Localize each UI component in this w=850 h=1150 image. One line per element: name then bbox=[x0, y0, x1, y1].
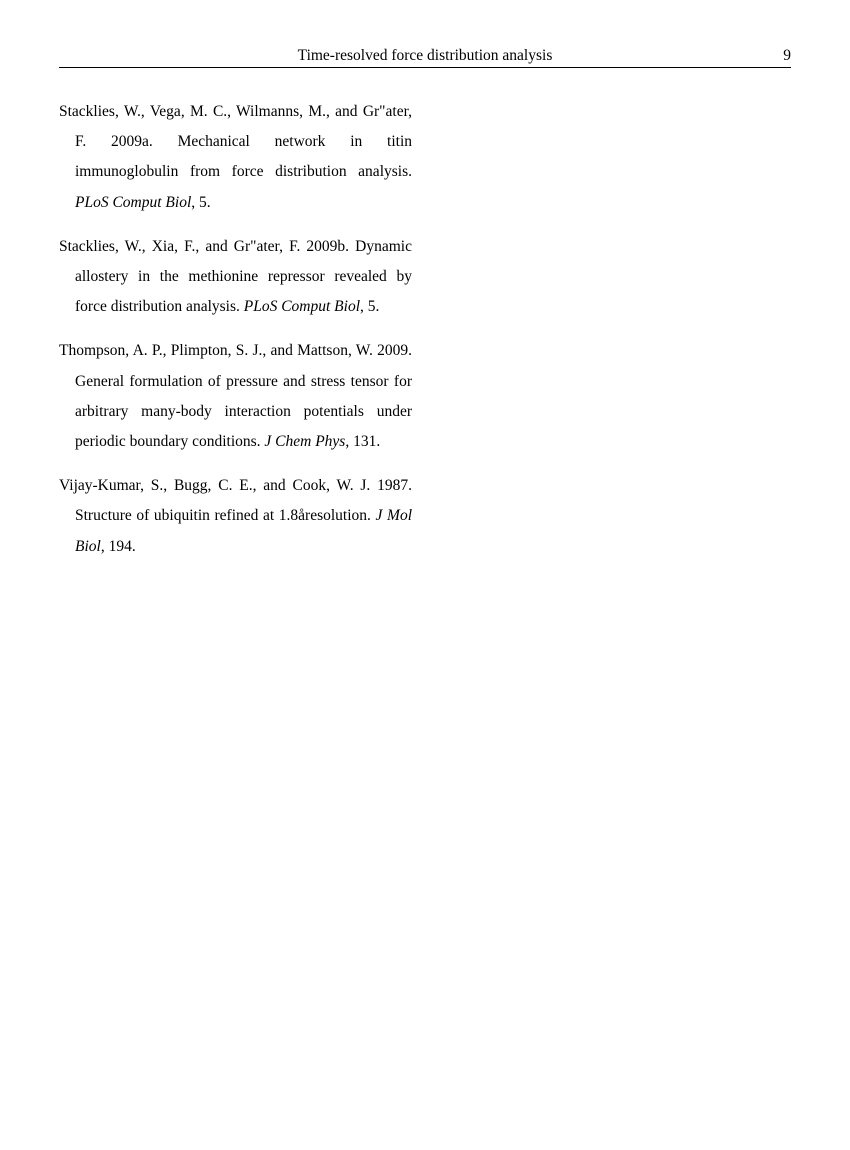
reference-title: Mechanical network in titin immunoglobulin from force distribution analysis. bbox=[75, 133, 412, 181]
reference-list bbox=[59, 97, 412, 576]
running-title: Time-resolved force distribution analysis bbox=[297, 47, 553, 64]
reference-journal: PLoS Comput Biol bbox=[243, 298, 361, 316]
reference-entry bbox=[59, 336, 412, 457]
reference-volume: , 194. bbox=[100, 537, 136, 555]
page-number: 9 bbox=[783, 47, 791, 64]
reference-title: Structure of ubiquitin refined at 1.8åresolution. bbox=[75, 507, 371, 525]
reference-volume: , 5. bbox=[360, 298, 380, 316]
reference-authors-year: Stacklies, W., Vega, M. C., Wilmanns, M., and Gr"ater, F. 2009a. bbox=[59, 103, 412, 151]
reference-volume: , 5. bbox=[191, 193, 211, 211]
reference-journal: J Mol Biol bbox=[75, 507, 412, 555]
reference-authors-year: Stacklies, W., Xia, F., and Gr"ater, F. 2009b. bbox=[59, 237, 350, 255]
reference-entry bbox=[59, 471, 412, 562]
reference-entry bbox=[59, 97, 412, 218]
reference-authors-year: Thompson, A. P., Plimpton, S. J., and Mattson, W. 2009. bbox=[59, 342, 412, 360]
reference-title: Dynamic allostery in the methionine repressor revealed by force distribution analysis. bbox=[75, 237, 412, 316]
reference-journal: J Chem Phys bbox=[264, 433, 346, 451]
running-header bbox=[59, 45, 791, 68]
reference-title: General formulation of pressure and stress tensor for arbitrary many-body interaction potentials under periodic boundary conditions. bbox=[75, 372, 412, 451]
reference-volume: , 131. bbox=[345, 433, 381, 451]
reference-journal: PLoS Comput Biol bbox=[75, 193, 192, 211]
reference-entry bbox=[59, 232, 412, 323]
reference-authors-year: Vijay-Kumar, S., Bugg, C. E., and Cook, W. J. 1987. bbox=[59, 477, 412, 495]
